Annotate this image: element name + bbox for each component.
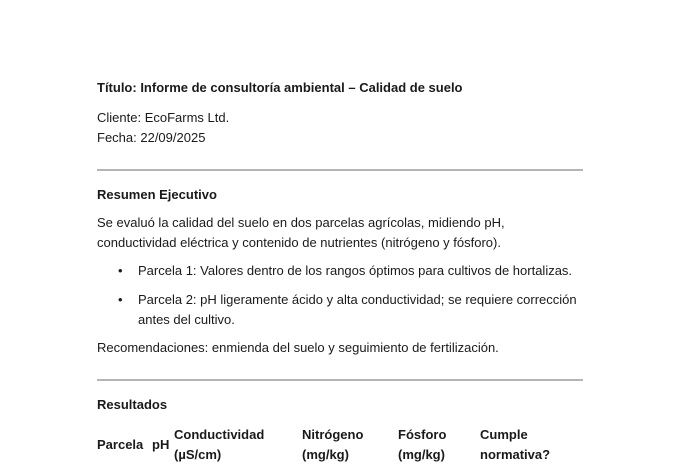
bullet-icon: •: [118, 263, 123, 278]
column-header-nitrogeno: Nitrógeno (mg/kg): [302, 427, 364, 462]
report-title: Título: Informe de consultoría ambiental – Calidad de suelo: [97, 80, 463, 95]
column-header-parcela: Parcela: [97, 437, 144, 452]
table-header-row: [97, 425, 570, 465]
recommendations-text: Recomendaciones: enmienda del suelo y seguimiento de fertilización.: [97, 340, 499, 355]
list-item: [97, 261, 583, 281]
summary-bullet-list: [97, 261, 583, 339]
section-divider: [97, 169, 583, 171]
date-line: Fecha: 22/09/2025: [97, 130, 206, 145]
client-line: Cliente: EcoFarms Ltd.: [97, 110, 230, 125]
summary-intro: [97, 213, 583, 253]
bullet-text: Parcela 2: pH ligeramente ácido y alta conductividad; se requiere corrección antes del cultivo.: [138, 292, 577, 327]
section-divider: [97, 379, 583, 381]
summary-intro-line-1: Se evaluó la calidad del suelo en dos parcelas agrícolas, midiendo pH,: [97, 215, 505, 230]
list-item: [97, 290, 583, 330]
bullet-text: Parcela 1: Valores dentro de los rangos óptimos para cultivos de hortalizas.: [138, 263, 573, 278]
results-table: [97, 425, 570, 465]
column-header-ph: pH: [152, 437, 170, 452]
column-header-fosforo: Fósforo (mg/kg): [398, 427, 447, 462]
results-heading: Resultados: [97, 397, 168, 412]
column-header-cumple-normativa: Cumple normativa?: [480, 427, 551, 462]
summary-heading: Resumen Ejecutivo: [97, 187, 217, 202]
summary-intro-line-2: conductividad eléctrica y contenido de nutrientes (nitrógeno y fósforo).: [97, 235, 501, 250]
bullet-icon: •: [118, 292, 123, 307]
column-header-conductividad: Conductividad (µS/cm): [174, 427, 265, 462]
